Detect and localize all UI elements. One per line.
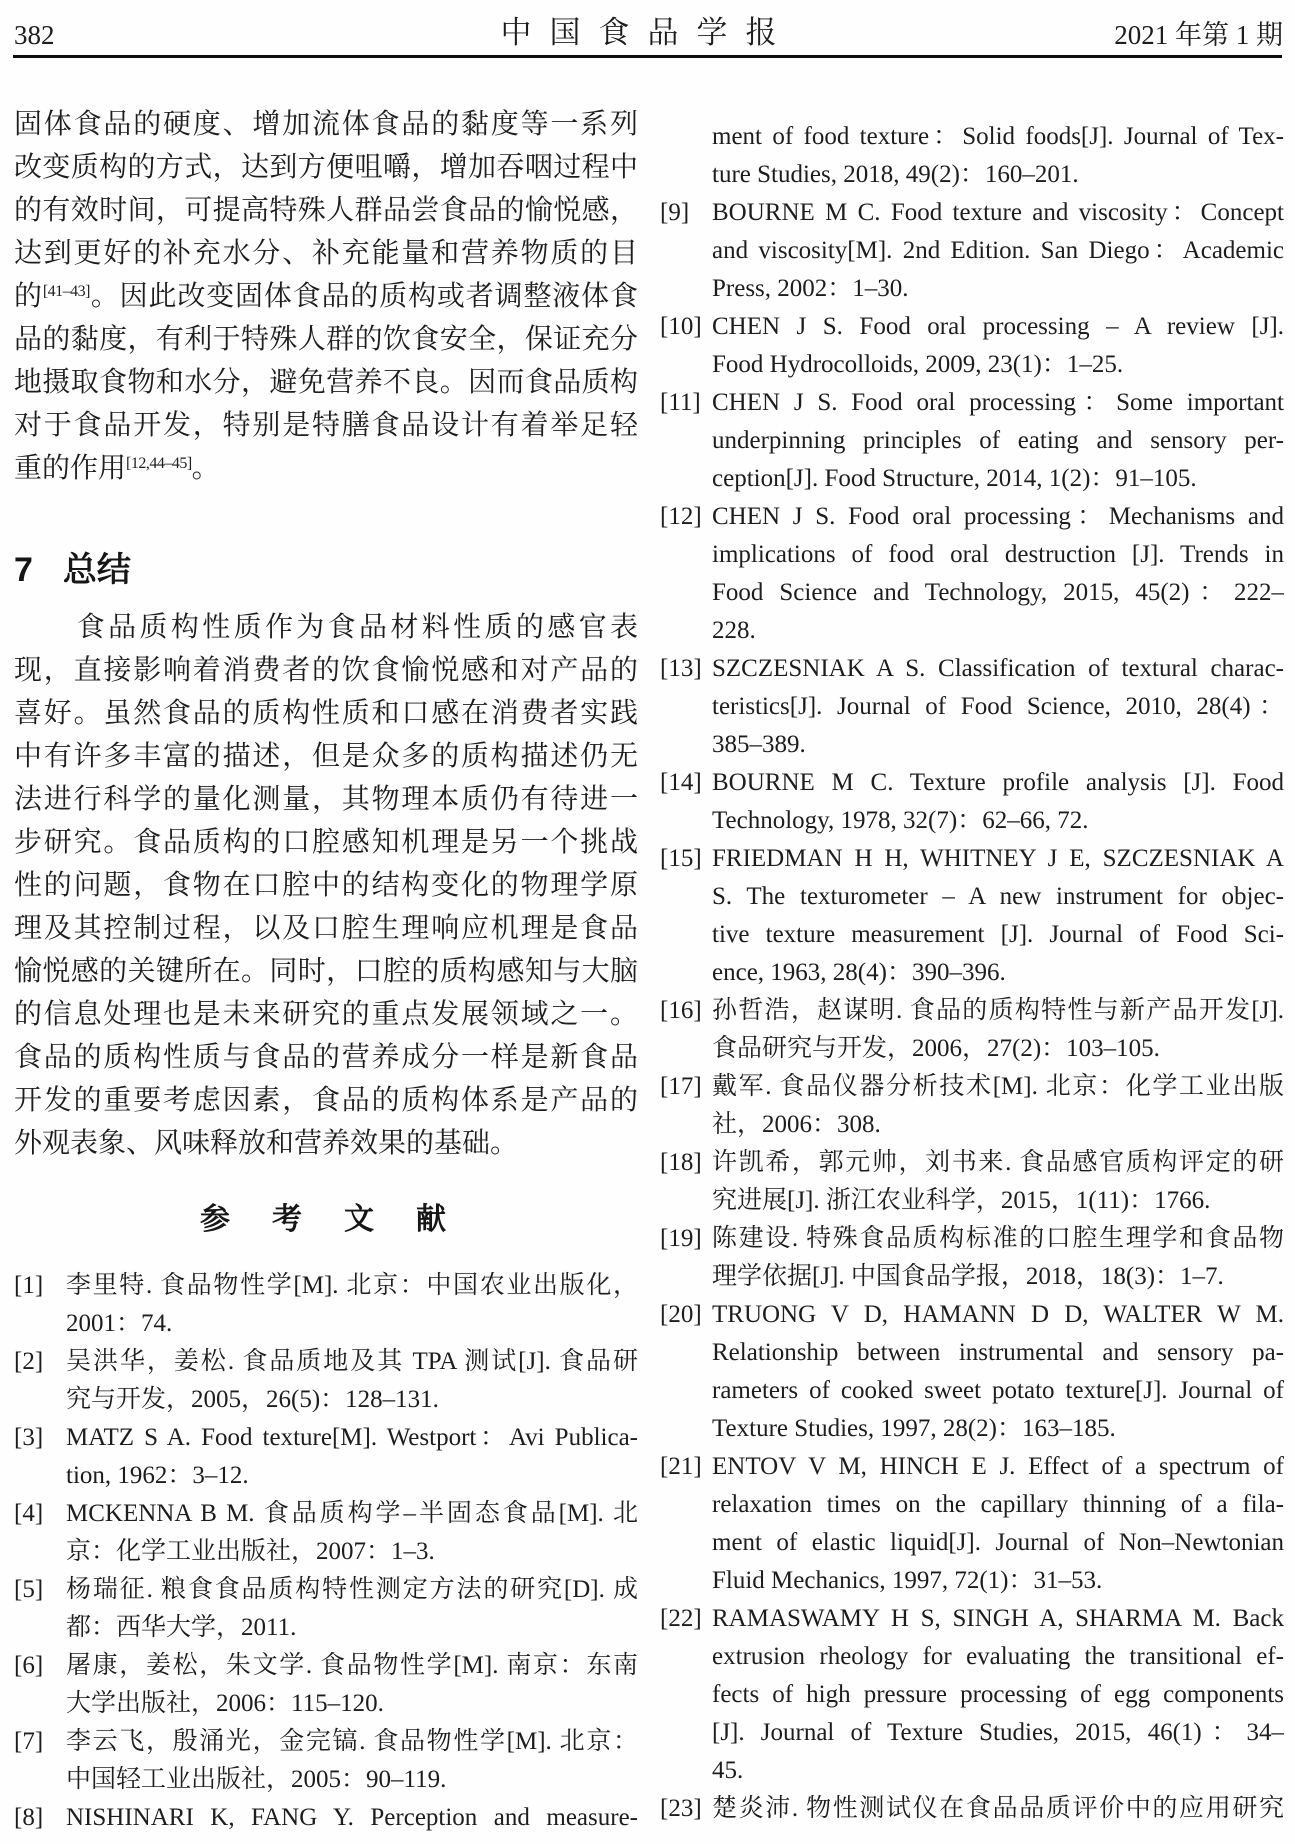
intro-paragraph <box>14 103 638 490</box>
reference-number: [11] <box>660 389 701 416</box>
reference-line: rameters of cooked sweet potato texture[J]. Journal of <box>712 1377 1284 1404</box>
paragraph-line: 步研究。食品质构的口腔感知机理是另一个挑战 <box>14 827 638 858</box>
references-heading: 参 考 文 献 <box>200 1203 452 1236</box>
reference-item <box>660 118 1284 194</box>
reference-number: [19] <box>660 1225 702 1252</box>
reference-number: [23] <box>660 1795 702 1822</box>
reference-text <box>66 1723 638 1799</box>
reference-text <box>712 1068 1284 1144</box>
reference-number <box>660 118 712 194</box>
reference-number: [18] <box>660 1149 702 1176</box>
paragraph-line: 中有许多丰富的描述，但是众多的质构描述仍无 <box>14 741 638 772</box>
reference-line: Food Hydrocolloids, 2009, 23(1)：1–25. <box>712 351 1124 378</box>
right-column <box>660 0 1284 1828</box>
reference-line: 2001：74. <box>66 1310 173 1337</box>
page-number: 382 <box>14 20 55 50</box>
paragraph-line: 愉悦感的关键所在。同时，口腔的质构感知与大脑 <box>14 956 638 987</box>
reference-line: ception[J]. Food Structure, 2014, 1(2)：91–105. <box>712 465 1197 492</box>
reference-line: Fluid Mechanics, 1997, 72(1)：31–53. <box>712 1567 1103 1594</box>
reference-item <box>660 384 1284 498</box>
reference-line: ment of elastic liquid[J]. Journal of Non–Newtonian <box>712 1529 1284 1556</box>
reference-line: CHEN J S. Food oral processing：Mechanisms and <box>712 503 1284 530</box>
reference-text <box>712 308 1284 384</box>
reference-item <box>660 1068 1284 1144</box>
reference-number: [13] <box>660 655 702 682</box>
reference-item <box>660 1448 1284 1600</box>
reference-number: [3] <box>14 1424 44 1451</box>
reference-line: 究进展[J]. 浙江农业科学，2015，1(11)：1766. <box>712 1187 1211 1214</box>
citation-superscript: [41–43] <box>42 283 90 301</box>
paragraph-line: 开发的重要考虑因素，食品的质构体系是产品的 <box>14 1085 638 1116</box>
reference-line: relaxation times on the capillary thinning of a fila- <box>712 1491 1284 1518</box>
reference-item <box>14 1267 638 1343</box>
reference-line: ture Studies, 2018, 49(2)：160–201. <box>712 161 1079 188</box>
reference-number: [10] <box>660 313 702 340</box>
section-number: 7 <box>14 551 33 589</box>
reference-text <box>712 764 1284 840</box>
reference-item <box>660 194 1284 308</box>
reference-line: 孙哲浩，赵谋明. 食品的质构特性与新产品开发[J]. <box>712 997 1284 1024</box>
reference-line: 吴洪华，姜松. 食品质地及其 TPA 测试[J]. 食品研 <box>66 1348 638 1375</box>
paragraph-line: 理及其控制过程，以及口腔生理响应机理是食品 <box>14 913 638 944</box>
reference-item <box>14 1723 638 1799</box>
reference-line: 385–389. <box>712 731 806 758</box>
reference-number: [6] <box>14 1652 44 1679</box>
reference-line: NISHINARI K, FANG Y. Perception and measure- <box>66 1804 638 1831</box>
reference-line: Relationship between instrumental and sensory pa- <box>712 1339 1284 1366</box>
paragraph-line: 的信息处理也是未来研究的重点发展领域之一。 <box>14 999 638 1030</box>
reference-text <box>712 498 1284 650</box>
reference-line: tive texture measurement [J]. Journal of Food Sci- <box>712 921 1284 948</box>
reference-line: 大学出版社，2006：115–120. <box>66 1690 384 1717</box>
reference-number: [9] <box>660 199 690 226</box>
reference-item <box>660 840 1284 992</box>
reference-line: Press, 2002：1–30. <box>712 275 909 302</box>
reference-line: 京：化学工业出版社，2007：1–3. <box>66 1538 435 1565</box>
reference-item <box>660 1144 1284 1220</box>
reference-number: [5] <box>14 1576 44 1603</box>
paragraph-line: 法进行科学的量化测量，其物理本质仍有待进一 <box>14 784 638 815</box>
reference-text <box>712 1220 1284 1296</box>
reference-line: teristics[J]. Journal of Food Science, 2010, 28(4)： <box>712 693 1284 720</box>
paragraph-line: 对于食品开发，特别是特膳食品设计有着举足轻 <box>14 410 638 441</box>
reference-line: BOURNE M C. Food texture and viscosity：Concept <box>712 199 1284 226</box>
reference-line: Texture Studies, 1997, 28(2)：163–185. <box>712 1415 1116 1442</box>
reference-text <box>712 840 1284 992</box>
reference-item <box>660 1220 1284 1296</box>
reference-line: FRIEDMAN H H, WHITNEY J E, SZCZESNIAK A <box>712 845 1284 872</box>
reference-line: [J]. Journal of Texture Studies, 2015, 46(1)：34– <box>712 1719 1284 1746</box>
reference-item <box>14 1495 638 1571</box>
citation-superscript: [12,44–45] <box>126 455 192 473</box>
reference-item <box>14 1799 638 1837</box>
reference-line: 228. <box>712 617 756 644</box>
reference-text <box>712 1600 1284 1790</box>
reference-number: [21] <box>660 1453 702 1480</box>
reference-line: 45. <box>712 1757 744 1784</box>
reference-line: CHEN J S. Food oral processing：Some important <box>712 389 1284 416</box>
reference-text <box>712 1144 1284 1220</box>
reference-number: [20] <box>660 1301 702 1328</box>
reference-line: 杨瑞征. 粮食食品质构特性测定方法的研究[D]. 成 <box>66 1576 638 1603</box>
reference-line: Food Science and Technology, 2015, 45(2)：222– <box>712 579 1284 606</box>
section-heading <box>14 548 638 590</box>
reference-line: Technology, 1978, 32(7)：62–66, 72. <box>712 807 1089 834</box>
reference-item <box>14 1571 638 1647</box>
reference-item <box>660 650 1284 764</box>
reference-number: [16] <box>660 997 702 1024</box>
reference-item <box>660 1296 1284 1448</box>
reference-line: SZCZESNIAK A S. Classification of textural charac- <box>712 655 1284 682</box>
reference-line: tion, 1962：3–12. <box>66 1462 249 1489</box>
reference-number: [22] <box>660 1605 702 1632</box>
reference-line: 许凯希，郭元帅，刘书来. 食品感官质构评定的研 <box>712 1149 1284 1176</box>
paragraph-line: 食品质构性质作为食品材料性质的感官表 <box>14 612 638 643</box>
reference-item <box>660 992 1284 1068</box>
reference-line: 戴军. 食品仪器分析技术[M]. 北京：化学工业出版 <box>712 1073 1284 1100</box>
reference-item <box>14 1419 638 1495</box>
reference-number: [1] <box>14 1272 44 1299</box>
paragraph-line: 重的作用[12,44–45]。 <box>14 453 220 484</box>
reference-line: fects of high pressure processing of egg components <box>712 1681 1284 1708</box>
paragraph-line: 改变质构的方式，达到方便咀嚼，增加吞咽过程中 <box>14 152 638 183</box>
reference-line: 屠康，姜松，朱文学. 食品物性学[M]. 南京：东南 <box>66 1652 638 1679</box>
reference-line: 食品研究与开发，2006，27(2)：103–105. <box>712 1035 1160 1062</box>
reference-line: 理学依据[J]. 中国食品学报，2018，18(3)：1–7. <box>712 1263 1224 1290</box>
reference-number: [2] <box>14 1348 44 1375</box>
reference-line: ment of food texture：Solid foods[J]. Journal of Tex- <box>712 123 1284 150</box>
summary-paragraph <box>14 606 638 1165</box>
reference-number: [14] <box>660 769 702 796</box>
reference-text <box>66 1495 638 1571</box>
reference-line: 都：西华大学，2011. <box>66 1614 297 1641</box>
section-title: 总结 <box>62 551 131 589</box>
reference-item <box>660 498 1284 650</box>
reference-line: MATZ S A. Food texture[M]. Westport：Avi Publica- <box>66 1424 638 1451</box>
paragraph-line: 达到更好的补充水分、补充能量和营养物质的目 <box>14 238 638 269</box>
reference-line: and viscosity[M]. 2nd Edition. San Diego：Academic <box>712 237 1284 264</box>
reference-number: [7] <box>14 1728 44 1755</box>
reference-text <box>712 1790 1284 1828</box>
reference-item <box>660 1600 1284 1790</box>
reference-line: 中国轻工业出版社，2005：90–119. <box>66 1766 447 1793</box>
issue-info: 2021 年第 1 期 <box>1114 20 1283 50</box>
reference-line: 李里特. 食品物性学[M]. 北京：中国农业出版化， <box>66 1272 638 1299</box>
reference-text <box>66 1419 638 1495</box>
references-list-right <box>660 0 1284 1828</box>
reference-number: [15] <box>660 845 702 872</box>
reference-line: implications of food oral destruction [J]. Trends in <box>712 541 1284 568</box>
reference-text <box>66 1647 638 1723</box>
reference-line: S. The texturometer – A new instrument for objec- <box>712 883 1284 910</box>
reference-text <box>66 1267 638 1343</box>
reference-text <box>712 384 1284 498</box>
reference-line: underpinning principles of eating and sensory per- <box>712 427 1284 454</box>
reference-item <box>660 764 1284 840</box>
reference-line: BOURNE M C. Texture profile analysis [J]. Food <box>712 769 1284 796</box>
reference-line: ENTOV V M, HINCH E J. Effect of a spectrum of <box>712 1453 1284 1480</box>
left-column <box>14 0 638 1837</box>
reference-text <box>712 118 1284 194</box>
paragraph-line: 食品的质构性质与食品的营养成分一样是新食品 <box>14 1042 638 1073</box>
reference-item <box>660 1790 1284 1828</box>
paragraph-line: 性的问题，食物在口腔中的结构变化的物理学原 <box>14 870 638 901</box>
reference-number: [4] <box>14 1500 44 1527</box>
paragraph-line: 外观表象、风味释放和营养效果的基础。 <box>14 1128 519 1159</box>
reference-line: 究与开发，2005，26(5)：128–131. <box>66 1386 439 1413</box>
paragraph-line: 的[41–43]。因此改变固体食品的质构或者调整液体食 <box>14 281 638 312</box>
reference-line: 陈建设. 特殊食品质构标准的口腔生理学和食品物 <box>712 1225 1284 1252</box>
reference-text <box>712 992 1284 1068</box>
paragraph-line: 品的黏度，有利于特殊人群的饮食安全，保证充分 <box>14 324 638 355</box>
reference-line: 李云飞，殷涌光，金完镐. 食品物性学[M]. 北京： <box>66 1728 638 1755</box>
reference-item <box>14 1343 638 1419</box>
paragraph-line: 喜好。虽然食品的质构性质和口感在消费者实践 <box>14 698 638 729</box>
reference-text <box>712 1448 1284 1600</box>
reference-line: 社，2006：308. <box>712 1111 881 1138</box>
paragraph-line: 地摄取食物和水分，避免营养不良。因而食品质构 <box>14 367 638 398</box>
reference-item <box>14 1647 638 1723</box>
journal-title: 中国食品学报 <box>500 15 795 50</box>
reference-line: ence, 1963, 28(4)：390–396. <box>712 959 1006 986</box>
reference-text <box>66 1571 638 1647</box>
reference-text <box>66 1343 638 1419</box>
reference-line: 楚炎沛. 物性测试仪在食品品质评价中的应用研究 <box>712 1795 1284 1822</box>
reference-number: [8] <box>14 1804 44 1831</box>
reference-number: [12] <box>660 503 702 530</box>
reference-line: MCKENNA B M. 食品质构学–半固态食品[M]. 北 <box>66 1500 638 1527</box>
reference-line: TRUONG V D, HAMANN D D, WALTER W M. <box>712 1301 1284 1328</box>
reference-text <box>712 650 1284 764</box>
references-list-left <box>14 1267 638 1837</box>
reference-item <box>660 308 1284 384</box>
reference-line: extrusion rheology for evaluating the transitional ef- <box>712 1643 1284 1670</box>
reference-text <box>712 194 1284 308</box>
reference-text <box>66 1799 638 1837</box>
reference-line: CHEN J S. Food oral processing – A review [J]. <box>712 313 1284 340</box>
paragraph-line: 固体食品的硬度、增加流体食品的黏度等一系列 <box>14 109 638 140</box>
reference-text <box>712 1296 1284 1448</box>
paragraph-line: 现，直接影响着消费者的饮食愉悦感和对产品的 <box>14 655 638 686</box>
reference-line: RAMASWAMY H S, SINGH A, SHARMA M. Back <box>712 1605 1284 1632</box>
paragraph-line: 的有效时间，可提高特殊人群品尝食品的愉悦感， <box>14 195 638 226</box>
reference-number: [17] <box>660 1073 702 1100</box>
